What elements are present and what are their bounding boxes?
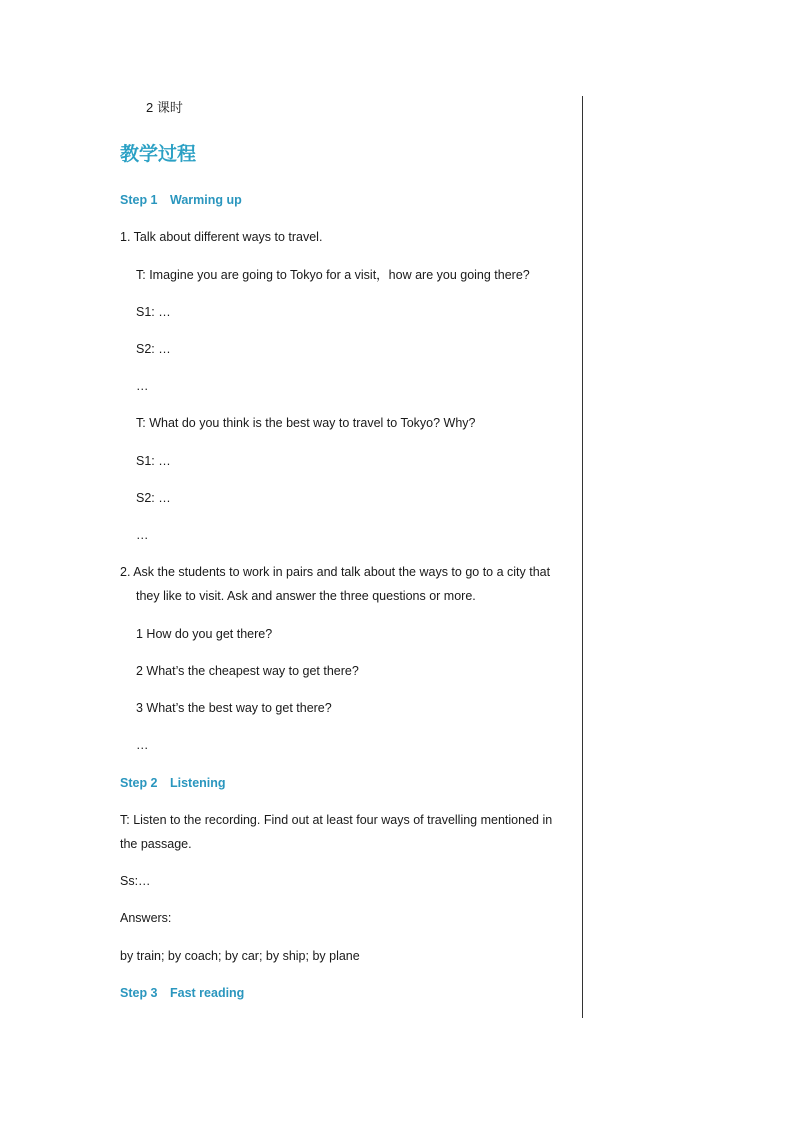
step-3-heading	[120, 985, 244, 1001]
warming-item-1: 1. Talk about different ways to travel.	[120, 230, 323, 244]
step-2-heading	[120, 775, 226, 791]
dialogue-line: …	[136, 528, 149, 542]
listening-line-2: the passage.	[120, 837, 192, 851]
dialogue-line: T: What do you think is the best way to travel to Tokyo? Why?	[136, 416, 476, 430]
dialogue-line: T: Imagine you are going to Tokyo for a visit，how are you going there?	[136, 268, 530, 282]
dialogue-line: S1: …	[136, 454, 171, 468]
lesson-time: 2 课时	[146, 100, 183, 115]
step-number: Step 3	[120, 986, 158, 1000]
step-name: Listening	[170, 776, 226, 790]
step-number: Step 1	[120, 193, 158, 207]
step-number: Step 2	[120, 776, 158, 790]
warming-item-2-line-2: they like to visit. Ask and answer the three questions or more.	[136, 589, 476, 603]
listening-line-1: T: Listen to the recording. Find out at least four ways of travelling mentioned in	[120, 813, 553, 827]
section-title: 教学过程	[120, 144, 197, 165]
dialogue-line: S2: …	[136, 342, 171, 356]
dialogue-line: S2: …	[136, 491, 171, 505]
dialogue-line: S1: …	[136, 305, 171, 319]
question-line: 1 How do you get there?	[136, 627, 273, 641]
answers-label: Answers:	[120, 911, 172, 925]
question-line: 3 What’s the best way to get there?	[136, 701, 332, 715]
question-line: 2 What’s the cheapest way to get there?	[136, 664, 359, 678]
column-divider-line	[582, 96, 583, 1018]
warming-item-2-line-1: 2. Ask the students to work in pairs and talk about the ways to go to a city that	[120, 565, 551, 579]
step-1-heading	[120, 192, 242, 208]
dialogue-line: …	[136, 379, 149, 393]
answers-text: by train; by coach; by car; by ship; by plane	[120, 949, 360, 963]
question-line: …	[136, 738, 149, 752]
step-name: Warming up	[170, 193, 242, 207]
students-response: Ss:…	[120, 874, 151, 888]
step-name: Fast reading	[170, 986, 245, 1000]
